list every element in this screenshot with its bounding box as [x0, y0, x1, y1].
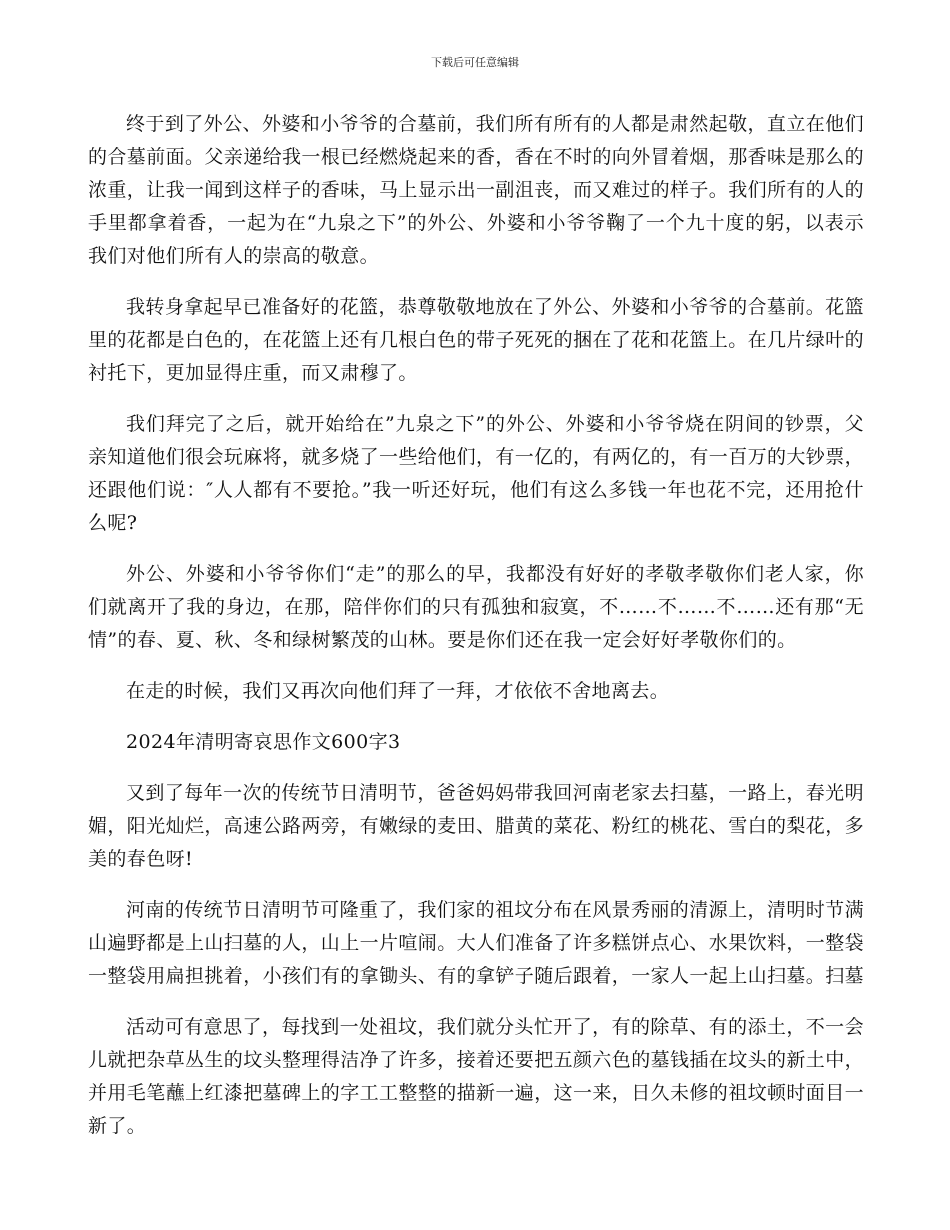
- paragraph: 在走的时候，我们又再次向他们拜了一拜，才依依不舍地离去。: [126, 680, 670, 702]
- paragraph: 活动可有意思了，每找到一处祖坟，我们就分头忙开了，有的除草、有的添土，不一会儿就把杂草丛生的坟头整理得洁净了许多，接着还要把五颜六色的墓钱插在坟头的新土中，并用毛笔蘸上红漆把墓碑上的字工工整整的描新一遍，这一来，日久未修的祖坟顿时面目一新了。: [88, 1016, 865, 1137]
- document-body: [88, 108, 864, 1161]
- paragraph: 我转身拿起早已准备好的花篮，恭尊敬敬地放在了外公、外婆和小爷爷的合墓前。花篮里的花都是白色的，在花篮上还有几根白色的带子死死的捆在了花和花篮上。在几片绿叶的衬托下，更加显得庄重，而又肃穆了。: [88, 296, 865, 384]
- page-header: 下载后可任意编辑: [431, 56, 519, 69]
- paragraph: 我们拜完了之后，就开始给在”九泉之下”的外公、外婆和小爷爷烧在阴间的钞票，父亲知道他们很会玩麻将，就多烧了一些给他们，有一亿的，有两亿的，有一百万的大钞票，还跟他们说：″人人都有不要抢。”我一听还好玩，他们有这么多钱一年也花不完，还用抢什么呢?: [88, 413, 865, 534]
- paragraph: 又到了每年一次的传统节日清明节，爸爸妈妈带我回河南老家去扫墓，一路上，春光明媚，阳光灿烂，高速公路两旁，有嫩绿的麦田、腊黄的菜花、粉红的桃花、雪白的梨花，多美的春色呀!: [88, 782, 865, 870]
- paragraph: 终于到了外公、外婆和小爷爷的合墓前，我们所有所有的人都是肃然起敬，直立在他们的合墓前面。父亲递给我一根已经燃烧起来的香，香在不时的向外冒着烟，那香味是那么的浓重，让我一闻到这样子的香味，马上显示出一副沮丧，而又难过的样子。我们所有的人的手里都拿着香，一起为在“九泉之下”的外公、外婆和小爷爷鞠了一个九十度的躬，以表示我们对他们所有人的崇高的敬意。: [88, 113, 865, 267]
- paragraph: 外公、外婆和小爷爷你们“走”的那么的早，我都没有好好的孝敬孝敬你们老人家，你们就离开了我的身边，在那，陪伴你们的只有孤独和寂寞，不……不……不……还有那“无情”的春、夏、秋、冬和绿树繁茂的山林。要是你们还在我一定会好好孝敬你们的。: [88, 563, 864, 651]
- paragraph: 河南的传统节日清明节可隆重了，我们家的祖坟分布在风景秀丽的清源上，清明时节满山遍野都是上山扫墓的人，山上一片喧闹。大人们准备了许多糕饼点心、水果饮料，一整袋一整袋用扁担挑着，小孩们有的拿锄头、有的拿铲子随后跟着，一家人一起上山扫墓。扫墓: [88, 899, 865, 987]
- section-title: 2024年清明寄哀思作文600字3: [126, 731, 401, 753]
